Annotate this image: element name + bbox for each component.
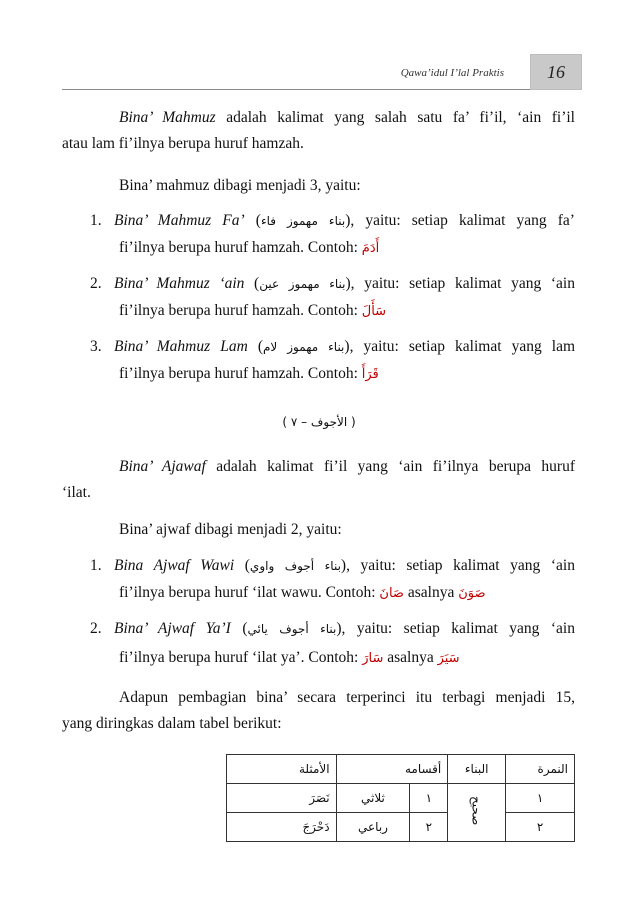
mahmuz-item-1-line2 [119,234,379,262]
mahmuz-definition-line2: atau lam fi’ilnya berupa huruf hamzah. [62,135,304,152]
cell-bina-merged [448,784,506,842]
item-description: yaitu: setiap kalimat yang ‘ain [360,557,575,574]
cell-example: نَصَرَ [227,784,337,813]
ajwaf-definition-line1 [119,453,575,480]
header-number: النمرة [506,755,575,784]
cell-number: ١ [506,784,575,813]
item-number: 2. [90,275,102,292]
example-word: سَارَ [362,651,384,666]
item-description: yaitu: setiap kalimat yang ‘ain [356,620,575,637]
item-description-cont: fi’ilnya berupa huruf ‘ilat wawu. Contoh: [119,584,376,601]
item-number: 3. [90,338,102,355]
mahmuz-item-2-line2 [119,297,386,325]
item-description: yaitu: setiap kalimat yang lam [363,338,576,355]
table-intro-line2: yang diringkas dalam tabel berikut: [62,715,282,732]
item-name: Bina’ Ajwaf Ya’I [114,620,231,637]
cell-number: ٢ [506,813,575,842]
header-types: أقسامه [336,755,448,784]
table-intro-line1: Adapun pembagian bina’ secara terperinci itu terbagi menjadi 15, [119,689,575,706]
bina-table [226,754,575,842]
item-arabic: بناء مهموز لام [263,340,345,354]
example-word: صَانَ [379,586,404,601]
term-bina-mahmuz: Bina’ Mahmuz [119,109,216,126]
item-description-cont: fi’ilnya berupa huruf hamzah. Contoh: [119,365,358,382]
item-name: Bina’ Mahmuz Fa’ [114,212,245,229]
mahmuz-item-3: 3. Bina’ Mahmuz Lam (بناء مهموز لام), yaitu: setiap kalimat yang lam [90,333,575,361]
table-row [227,813,575,842]
mahmuz-item-3-line2 [119,360,379,388]
origin-word: سَيَرَ [437,651,460,666]
asalnya-label: asalnya [387,649,434,666]
cell-type: ثلاثي [336,784,410,813]
bina-vertical-text: صحيح [469,796,484,826]
item-description-cont: fi’ilnya berupa huruf hamzah. Contoh: [119,239,358,256]
ajwaf-item-1-line2 [119,579,486,607]
definition-text: adalah kalimat fi’il yang ‘ain fi’ilnya berupa huruf [205,458,575,475]
item-name: Bina’ Mahmuz ‘ain [114,275,245,292]
asalnya-label: asalnya [407,584,455,601]
item-name: Bina’ Mahmuz Lam [114,338,248,355]
item-arabic: بناء مهموز فاء [260,214,346,228]
running-title: Qawa’idul I’lal Praktis [400,67,504,79]
term-bina-ajwaf: Bina’ Ajawaf [119,458,206,475]
example-word: قَرَأَ [361,367,379,382]
header-rule [62,89,582,90]
item-description: yaitu: setiap kalimat yang ‘ain [364,275,575,292]
item-name: Bina Ajwaf Wawi [114,557,235,574]
definition-text: adalah kalimat yang salah satu fa’ fi’il, ‘ain fi’il [215,109,575,126]
item-arabic: بناء أجوف واوي [249,559,341,573]
example-word: سَأَلَ [361,304,387,319]
cell-sub: ١ [410,784,448,813]
page-header [62,54,582,90]
item-number: 2. [90,620,102,637]
origin-word: صَوَنَ [458,586,486,601]
mahmuz-item-1: 1. Bina’ Mahmuz Fa’ (بناء مهموز فاء), yaitu: setiap kalimat yang fa’ [90,207,575,235]
mahmuz-division-intro: Bina’ mahmuz dibagi menjadi 3, yaitu: [119,177,361,194]
ajwaf-item-2-line2 [119,644,460,672]
item-number: 1. [90,212,102,229]
cell-sub: ٢ [410,813,448,842]
page-number: 16 [530,54,582,90]
item-description-cont: fi’ilnya berupa huruf hamzah. Contoh: [119,302,358,319]
cell-example: دَحْرَجَ [227,813,337,842]
ajwaf-item-1: 1. Bina Ajwaf Wawi (بناء أجوف واوي), yaitu: setiap kalimat yang ‘ain [90,552,575,580]
item-arabic: بناء مهموز عين [259,277,346,291]
ajwaf-division-intro: Bina’ ajwaf dibagi menjadi 2, yaitu: [119,521,342,538]
ajwaf-definition-line2: ‘ilat. [62,484,91,501]
item-arabic: بناء أجوف يائي [247,622,337,636]
table-header-row [227,755,575,784]
header-examples: الأمثلة [227,755,337,784]
example-word: أَدَمَ [361,241,380,256]
mahmuz-definition-line1 [119,104,575,131]
table-row [227,784,575,813]
cell-type: رباعي [336,813,410,842]
item-description: yaitu: setiap kalimat yang fa’ [365,212,575,229]
item-number: 1. [90,557,102,574]
mahmuz-item-2: 2. Bina’ Mahmuz ‘ain (بناء مهموز عين), yaitu: setiap kalimat yang ‘ain [90,270,575,298]
section-heading: ( الأجوف – ٧ ) [282,415,356,429]
header-bina: البناء [448,755,506,784]
ajwaf-item-2: 2. Bina’ Ajwaf Ya’I (بناء أجوف يائي), yaitu: setiap kalimat yang ‘ain [90,615,575,643]
item-description-cont: fi’ilnya berupa huruf ‘ilat ya’. Contoh: [119,649,359,666]
